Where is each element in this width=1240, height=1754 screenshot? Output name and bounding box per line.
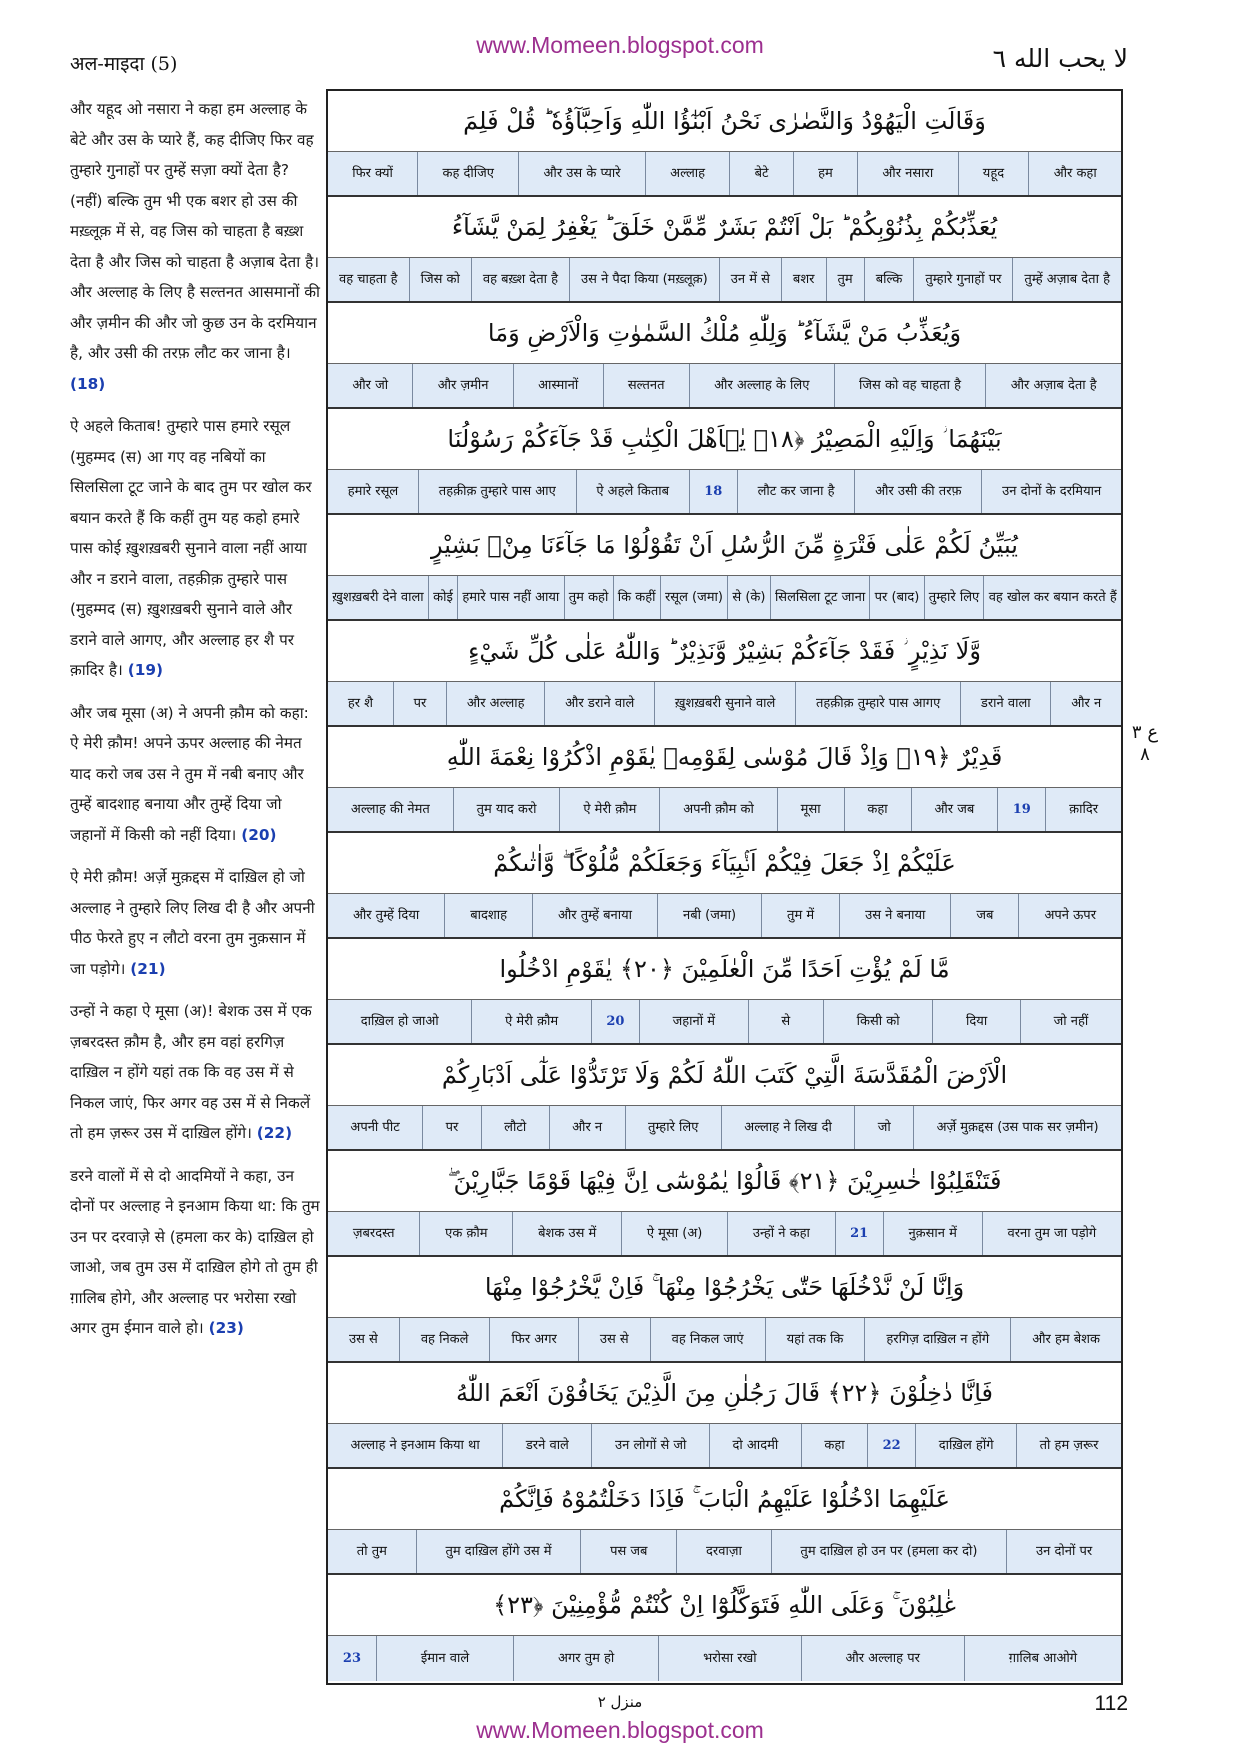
word-meaning-cell: ग़ालिब आओगे <box>964 1636 1121 1681</box>
word-meaning-cell: जहानों में <box>639 1000 748 1043</box>
word-meaning-cell: भरोसा रखो <box>658 1636 800 1681</box>
commentary-text: और यहूद ओ नसारा ने कहा हम अल्लाह के बेटे और उस के प्यारे हैं, कह दीजिए फिर वह तुम्हारे गुनाहों पर तुम्हें सज़ा क्यों देता है? (नहीं) बल्कि तुम भी एक बशर हो उस की मख़्लूक़ में से, वह जिस को चाहता है बख़्श देता है और जिस को चाहता है अज़ाब देता है। और अल्लाह के लिए है सल्तनत आसमानों की और ज़मीन की और जो कुछ उन के दरमियान है, और उसी की तरफ़ लौट कर जाना है। <box>70 100 320 362</box>
word-meaning-cell: कोई <box>428 576 457 619</box>
word-meaning-cell: किसी को <box>823 1000 932 1043</box>
surah-title: अल-माइदा (5) <box>70 53 178 75</box>
arabic-line: عَلَيْهِمَا ادْخُلُوْا عَلَيْهِمُ الْبَابَ ۚ فَاِذَا دَخَلْتُمُوْهُ فَاِنَّكُمْ <box>328 1469 1121 1530</box>
word-meaning-cell: हमारे रसूल <box>347 484 399 499</box>
word-meaning-cell: तुम्हारे गुनाहों पर <box>913 258 1012 301</box>
word-meaning-cell: अल्लाह ने लिख दी <box>721 1106 854 1149</box>
verse-number: (21) <box>130 959 166 978</box>
word-meaning-cell: सल्तनत <box>603 364 689 407</box>
word-meaning-cell: तुम में <box>761 894 839 937</box>
word-meaning-cell: 23 <box>342 1651 362 1666</box>
word-meaning-cell: 21 <box>835 1212 883 1255</box>
arabic-line: مَّا لَمْ يُؤْتِ اَحَدًا مِّنَ الْعٰلَمِيْنَ ﴿٢٠﴾ يٰقَوْمِ ادْخُلُوا <box>328 939 1121 1000</box>
word-meaning-cell: उस से <box>578 1318 650 1361</box>
word-meaning-cell: तुम्हारे लिए <box>625 1106 721 1149</box>
word-meaning-cell: उन दोनों के दरमियान <box>981 470 1121 513</box>
commentary-paragraph <box>70 698 320 851</box>
word-meaning-cell: ख़ुशख़बरी देने वाला <box>332 590 424 605</box>
word-meaning-cell: वह खोल कर बयान करते हैं <box>983 576 1121 619</box>
word-meaning-cell: अल्लाह <box>645 152 729 195</box>
manzil-label: منزل ٢ <box>597 1693 643 1711</box>
commentary-text: और जब मूसा (अ) ने अपनी क़ौम को कहा: ऐ मेरी क़ौम! अपने ऊपर अल्लाह की नेमत याद करो जब उस ने तुम में नबी बनाए और तुम्हें बादशाह बनाया और तुम्हें दिया जो जहानों में किसी को नहीं दिया। <box>70 703 309 844</box>
translation-row <box>328 788 1121 833</box>
word-meaning-cell: और जो <box>352 378 389 393</box>
verse-number: (18) <box>70 374 106 393</box>
word-meaning-cell: उस ने पैदा किया (मख़्लूक़) <box>569 258 719 301</box>
word-meaning-cell: जिस को <box>409 258 471 301</box>
word-meaning-cell: उस ने बनाया <box>839 894 950 937</box>
word-meaning-cell: और अज़ाब देता है <box>985 364 1121 407</box>
word-meaning-cell: ज़बरदस्त <box>352 1226 395 1241</box>
word-meaning-cell: अर्ज़े मुक़द्दस (उस पाक सर ज़मीन) <box>913 1106 1121 1149</box>
commentary-text: उन्हों ने कहा ऐ मूसा (अ)! बेशक उस में एक ज़बरदस्त क़ौम है, और हम वहां हरगिज़ दाख़िल न होंगे यहां तक कि वह उस में से निकल जाएं, फिर अगर वह उस में से निकलें तो हम ज़रूर उस में दाख़िल होंगे। <box>70 1002 312 1142</box>
word-meaning-cell: और जब <box>911 788 998 831</box>
word-meaning-cell: तुम्हें अज़ाब देता है <box>1012 258 1121 301</box>
word-meaning-cell: तो हम ज़रूर <box>1016 1424 1121 1467</box>
translation-row <box>328 1000 1121 1045</box>
site-url-bottom: www.Momeen.blogspot.com <box>476 1717 764 1743</box>
word-meaning-cell: और हम बेशक <box>1010 1318 1121 1361</box>
word-meaning-cell: 19 <box>997 788 1045 831</box>
verse-number: (22) <box>256 1124 293 1142</box>
word-meaning-cell: नबी (जमा) <box>657 894 761 937</box>
ruku-mark: ع ٣ ٨ <box>1131 722 1159 765</box>
word-meaning-cell: जिस को वह चाहता है <box>834 364 986 407</box>
word-meaning-cell: अपनी पीट <box>350 1120 400 1135</box>
arabic-line: وَيُعَذِّبُ مَنْ يَّشَآءُ ؕ وَلِلّٰهِ مُلْكُ السَّمٰوٰتِ وَالْاَرْضِ وَمَا <box>328 303 1121 364</box>
word-meaning-cell: कहा <box>801 1424 867 1467</box>
verse-number: (19) <box>127 661 163 679</box>
commentary-text: डरने वालों में से दो आदमियों ने कहा, उन दोनों पर अल्लाह ने इनआम किया था: कि तुम उन पर दरवाज़े से (हमला कर के) दाख़िल हो जाओ, जब तुम उस में दाख़िल होगे तो तुम ही ग़ालिब होगे, और अल्लाह पर भरोसा रखो अगर तुम ईमान वाले हो। <box>70 1166 320 1337</box>
word-meaning-cell: डराने वाला <box>960 682 1050 725</box>
word-meaning-cell: से <box>748 1000 823 1043</box>
word-meaning-cell: तुम <box>826 258 864 301</box>
translation-row <box>328 1424 1121 1469</box>
word-meaning-cell: वह बख़्श देता है <box>471 258 569 301</box>
word-meaning-cell: हमारे पास नहीं आया <box>457 576 563 619</box>
commentary-text: ऐ अहले किताब! तुम्हारे पास हमारे रसूल (मुहम्मद (स) आ गए वह नबियों का सिलसिला टूट जाने के बाद तुम पर खोल कर बयान करते हैं कि कहीं तुम यह कहो हमारे पास कोई ख़ुशख़बरी सुनाने वाला नहीं आया और न डराने वाला, तहक़ीक़ तुम्हारे पास (मुहम्मद (स) ख़ुशख़बरी सुनाने वाले और डराने वाले आगए, और अल्लाह हर शै पर क़ादिर है। <box>70 417 312 679</box>
word-meaning-cell: अल्लाह ने इनआम किया था <box>350 1438 480 1453</box>
word-meaning-cell: पस जब <box>580 1530 676 1573</box>
word-meaning-cell: और नसारा <box>857 152 957 195</box>
arabic-line: وَّلَا نَذِيْرٍ ؗ فَقَدْ جَآءَكُمْ بَشِيْرٌ وَّنَذِيْرٌ ؕ وَاللّٰهُ عَلٰى كُلِّ شَيْءٍ <box>328 621 1121 682</box>
word-meaning-cell: वरना तुम जा पड़ोगे <box>982 1212 1121 1255</box>
site-url-top: www.Momeen.blogspot.com <box>476 32 764 58</box>
word-meaning-cell: अपने ऊपर <box>1018 894 1121 937</box>
arabic-line: الْاَرْضَ الْمُقَدَّسَةَ الَّتِيْ كَتَبَ اللّٰهُ لَكُمْ وَلَا تَرْتَدُّوْا عَلٰٓى اَدْبَارِكُمْ <box>328 1045 1121 1106</box>
word-meaning-cell: जब <box>950 894 1018 937</box>
word-meaning-cell: उस से <box>349 1332 378 1347</box>
word-meaning-cell: यहूद <box>958 152 1029 195</box>
word-meaning-cell: तुम दाख़िल हो उन पर (हमला कर दो) <box>771 1530 1007 1573</box>
word-meaning-cell: सिलसिला टूट जाना <box>770 576 870 619</box>
word-meaning-cell: ईमान वाले <box>376 1636 513 1681</box>
word-meaning-cell: आस्मानों <box>513 364 603 407</box>
word-meaning-cell: और अल्लाह के लिए <box>689 364 834 407</box>
word-meaning-cell: 18 <box>689 470 737 513</box>
commentary-column <box>70 94 320 1690</box>
juz-title: لا يحب الله ٦ <box>992 44 1128 73</box>
word-meaning-cell: से (के) <box>727 576 770 619</box>
word-meaning-cell: और अल्लाह पर <box>801 1636 964 1681</box>
translation-row <box>328 1530 1121 1575</box>
word-meaning-cell: डरने वाले <box>502 1424 591 1467</box>
translation-row <box>328 682 1121 727</box>
word-meaning-cell: और उस के प्यारे <box>518 152 645 195</box>
verse-number: (20) <box>241 825 277 844</box>
translation-row <box>328 1106 1121 1151</box>
word-meaning-cell: 22 <box>867 1424 915 1467</box>
translation-row <box>328 152 1121 197</box>
arabic-line: يُعَذِّبُكُمْ بِذُنُوْبِكُمْ ؕ بَلْ اَنْتُمْ بَشَرٌ مِّمَّنْ خَلَقَ ؕ يَغْفِرُ لِمَنْ يَّشَآءُ <box>328 197 1121 258</box>
word-meaning-cell: रसूल (जमा) <box>660 576 727 619</box>
word-meaning-cell: हरगिज़ दाख़िल न होंगे <box>864 1318 1010 1361</box>
word-meaning-cell: अगर तुम हो <box>513 1636 658 1681</box>
word-meaning-cell: अल्लाह की नेमत <box>350 802 430 817</box>
commentary-paragraph <box>70 1161 320 1344</box>
word-meaning-cell: फिर अगर <box>489 1318 577 1361</box>
word-meaning-cell: दाख़िल होंगे <box>915 1424 1016 1467</box>
word-meaning-cell: दरवाज़ा <box>676 1530 770 1573</box>
word-meaning-cell: तुम याद करो <box>453 788 560 831</box>
word-meaning-cell: वह चाहता है <box>338 272 398 287</box>
word-meaning-cell: वह निकले <box>399 1318 490 1361</box>
word-meaning-cell: दिया <box>932 1000 1020 1043</box>
word-meaning-cell: हम <box>793 152 857 195</box>
arabic-line: وَاِنَّا لَنْ نَّدْخُلَهَا حَتّٰى يَخْرُجُوْا مِنْهَا ۚ فَاِنْ يَّخْرُجُوْا مِنْهَا <box>328 1257 1121 1318</box>
commentary-paragraph <box>70 94 320 399</box>
word-meaning-cell: उन में से <box>719 258 781 301</box>
arabic-line: بَيْنَهُمَا ؗ وَاِلَيْهِ الْمَصِيْرُ ﴿١٨﴾ يٰۤاَهْلَ الْكِتٰبِ قَدْ جَآءَكُمْ رَسُوْلُنَا <box>328 409 1121 470</box>
word-meaning-cell: और तुम्हें दिया <box>352 908 420 923</box>
word-meaning-cell: कि कहीं <box>613 576 660 619</box>
word-meaning-cell: पर <box>422 1106 481 1149</box>
arabic-line: قَدِيْرٌ ﴿١٩﴾ وَاِذْ قَالَ مُوْسٰى لِقَوْمِهٖ يٰقَوْمِ اذْكُرُوْا نِعْمَةَ اللّٰهِ <box>328 727 1121 788</box>
word-meaning-cell: लौटो <box>481 1106 549 1149</box>
page-number: 112 <box>1094 1692 1128 1715</box>
word-meaning-cell: और उसी की तरफ़ <box>854 470 981 513</box>
word-meaning-cell: तुम कहो <box>564 576 613 619</box>
translation-row <box>328 364 1121 409</box>
arabic-line: غٰلِبُوْنَ ۚ وَعَلَى اللّٰهِ فَتَوَكَّلُوْٓا اِنْ كُنْتُمْ مُّؤْمِنِيْنَ ﴿٢٣﴾ <box>328 1575 1121 1636</box>
arabic-line: عَلَيْكُمْ اِذْ جَعَلَ فِيْكُمْ اَنْۢبِيَآءَ وَجَعَلَكُمْ مُّلُوْكًا ۖ وَّاٰتٰىكُمْ <box>328 833 1121 894</box>
translation-row <box>328 470 1121 515</box>
word-meaning-cell: पर <box>393 682 446 725</box>
word-meaning-cell: तो तुम <box>356 1544 387 1559</box>
word-meaning-cell: यहां तक कि <box>765 1318 865 1361</box>
word-meaning-cell: ख़ुशख़बरी सुनाने वाले <box>654 682 795 725</box>
word-meaning-cell: बशर <box>781 258 826 301</box>
arabic-line: فَاِنَّا دٰخِلُوْنَ ﴿٢٢﴾ قَالَ رَجُلٰنِ مِنَ الَّذِيْنَ يَخَافُوْنَ اَنْعَمَ اللّٰهُ <box>328 1363 1121 1424</box>
word-meaning-cell: तहक़ीक़ तुम्हारे पास आगए <box>795 682 960 725</box>
word-meaning-cell: जो नहीं <box>1020 1000 1121 1043</box>
word-meaning-cell: उन दोनों पर <box>1006 1530 1121 1573</box>
word-meaning-cell: ऐ मेरी क़ौम <box>559 788 659 831</box>
translation-row <box>328 894 1121 939</box>
translation-row <box>328 1212 1121 1257</box>
word-meaning-cell: और न <box>1050 682 1121 725</box>
word-meaning-cell: बेटे <box>729 152 793 195</box>
translation-row <box>328 576 1121 621</box>
commentary-paragraph <box>70 411 320 686</box>
word-meaning-cell: क़ादिर <box>1045 788 1121 831</box>
word-meaning-cell: तुम्हारे लिए <box>924 576 984 619</box>
commentary-text: ऐ मेरी क़ौम! अर्ज़े मुक़द्दस में दाख़िल हो जो अल्लाह ने तुम्हारे लिए लिख दी है और अपनी पीठ फेरते हुए न लौटो वरना तुम नुक़सान में जा पड़ोगे। <box>70 868 315 978</box>
word-meaning-cell: उन लोगों से जो <box>591 1424 709 1467</box>
word-meaning-cell: हर शै <box>347 696 374 711</box>
word-meaning-cell: ऐ अहले किताब <box>576 470 689 513</box>
word-meaning-cell: बल्कि <box>864 258 914 301</box>
word-meaning-cell: तहक़ीक़ तुम्हारे पास आए <box>418 470 576 513</box>
word-meaning-cell: नुक़सान में <box>883 1212 982 1255</box>
word-by-word-grid <box>326 89 1123 1685</box>
translation-row <box>328 1636 1121 1681</box>
commentary-paragraph <box>70 996 320 1149</box>
word-meaning-cell: उन्हों ने कहा <box>727 1212 835 1255</box>
word-meaning-cell: और डराने वाले <box>544 682 654 725</box>
word-meaning-cell: पर (बाद) <box>869 576 923 619</box>
word-meaning-cell: और अल्लाह <box>446 682 544 725</box>
word-meaning-cell: कहा <box>844 788 911 831</box>
word-meaning-cell: और तुम्हें बनाया <box>532 894 657 937</box>
word-meaning-cell: लौट कर जाना है <box>737 470 855 513</box>
translation-row <box>328 1318 1121 1363</box>
word-meaning-cell: मूसा <box>777 788 844 831</box>
word-meaning-cell: वह निकल जाएं <box>650 1318 765 1361</box>
word-meaning-cell: कह दीजिए <box>417 152 518 195</box>
word-meaning-cell: अपनी क़ौम को <box>659 788 776 831</box>
word-meaning-cell: और ज़मीन <box>412 364 512 407</box>
word-meaning-cell: बादशाह <box>444 894 532 937</box>
word-meaning-cell: दो आदमी <box>709 1424 801 1467</box>
verse-number: (23) <box>208 1319 244 1337</box>
arabic-line: وَقَالَتِ الْيَهُوْدُ وَالنَّصٰرٰى نَحْنُ اَبْنٰٓؤُا اللّٰهِ وَاَحِبَّآؤُهٗ ؕ قُلْ فَلِمَ <box>328 91 1121 152</box>
arabic-line: فَتَنْقَلِبُوْا خٰسِرِيْنَ ﴿٢١﴾ قَالُوْا يٰمُوْسٰٓى اِنَّ فِيْهَا قَوْمًا جَبَّارِيْنَ ۖ <box>328 1151 1121 1212</box>
word-meaning-cell: बेशक उस में <box>512 1212 621 1255</box>
commentary-paragraph <box>70 862 320 984</box>
arabic-line: يُبَيِّنُ لَكُمْ عَلٰى فَتْرَةٍ مِّنَ الرُّسُلِ اَنْ تَقُوْلُوْا مَا جَآءَنَا مِنْۢ بَشِيْرٍ <box>328 515 1121 576</box>
word-meaning-cell: दाख़िल हो जाओ <box>360 1014 439 1029</box>
translation-row <box>328 258 1121 303</box>
word-meaning-cell: और कहा <box>1028 152 1121 195</box>
word-meaning-cell: फिर क्यों <box>352 166 393 181</box>
word-meaning-cell: एक क़ौम <box>419 1212 512 1255</box>
word-meaning-cell: और न <box>549 1106 625 1149</box>
word-meaning-cell: जो <box>854 1106 913 1149</box>
word-meaning-cell: तुम दाख़िल होंगे उस में <box>416 1530 581 1573</box>
word-meaning-cell: ऐ मेरी क़ौम <box>471 1000 590 1043</box>
word-meaning-cell: ऐ मूसा (अ) <box>621 1212 727 1255</box>
word-meaning-cell: 20 <box>591 1000 639 1043</box>
